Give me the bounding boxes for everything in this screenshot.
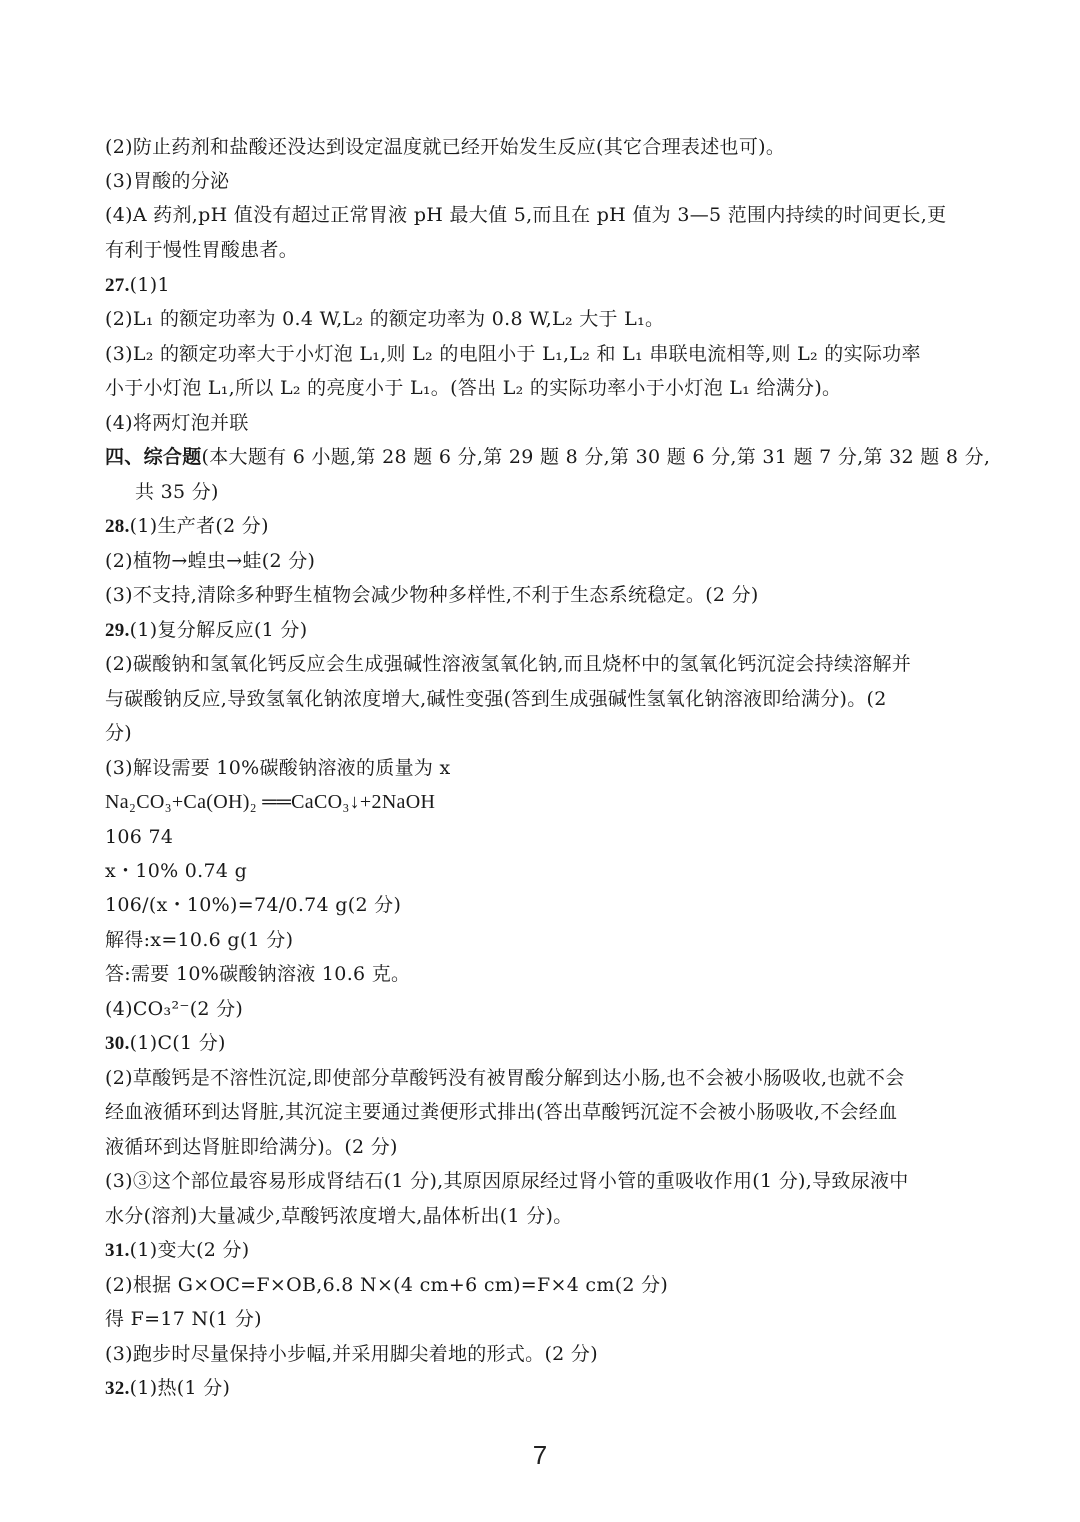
text-line: 小于小灯泡 L₁,所以 L₂ 的亮度小于 L₁。(答出 L₂ 的实际功率小于小灯泡 L₁ 给满分)。 [105,377,842,399]
question-31-line [105,1238,250,1263]
text-line: (4)CO₃²⁻(2 分) [105,998,244,1020]
question-number: 30. [105,1033,130,1054]
text-line: (1)1 [129,274,170,296]
text-line: 106/(x・10%)=74/0.74 g(2 分) [105,894,402,916]
text-line: (3)L₂ 的额定功率大于小灯泡 L₁,则 L₂ 的电阻小于 L₁,L₂ 和 L₁ 串联电流相等,则 L₂ 的实际功率 [105,343,921,365]
text-line: (2)根据 G×OC=F×OB,6.8 N×(4 cm+6 cm)=F×4 cm(2 分) [105,1274,669,1296]
text-line: 分) [105,722,133,744]
text-line: (1)变大(2 分) [129,1239,250,1261]
text-line: x・10% 0.74 g [105,860,248,882]
text-line: (1)热(1 分) [129,1377,231,1399]
text-line: 共 35 分) [135,481,219,503]
section-heading-line [105,445,990,469]
text-line: 答:需要 10%碳酸钠溶液 10.6 克。 [105,963,411,985]
text-line: (2)防止药剂和盐酸还没达到设定温度就已经开始发生反应(其它合理表述也可)。 [105,136,786,158]
text-line: (3)不支持,清除多种野生植物会减少物种多样性,不利于生态系统稳定。(2 分) [105,584,759,606]
text-line: 解得:x=10.6 g(1 分) [105,929,294,951]
text-line: 液循环到达肾脏即给满分)。(2 分) [105,1136,398,1158]
text-line: 与碳酸钠反应,导致氢氧化钠浓度增大,碱性变强(答到生成强碱性氢氧化钠溶液即给满分)。(2 [105,688,887,710]
question-number: 28. [105,516,130,537]
question-29-line [105,618,307,643]
page-number: 7 [532,1440,548,1470]
question-32-line [105,1376,230,1401]
text-line: (3)③这个部位最容易形成肾结石(1 分),其原因原尿经过肾小管的重吸收作用(1 分),导致尿液中 [105,1170,909,1192]
text-line: 经血液循环到达肾脏,其沉淀主要通过粪便形式排出(答出草酸钙沉淀不会被小肠吸收,不会经血 [105,1101,898,1123]
text-line: (3)跑步时尽量保持小步幅,并采用脚尖着地的形式。(2 分) [105,1343,598,1365]
text-line: (4)A 药剂,pH 值没有超过正常胃液 pH 最大值 5,而且在 pH 值为 3—5 范围内持续的时间更长,更 [105,204,947,226]
question-number: 32. [105,1378,130,1399]
text-line: 水分(溶剂)大量减少,草酸钙浓度增大,晶体析出(1 分)。 [105,1205,573,1227]
question-number: 31. [105,1240,130,1261]
text-line: (4)将两灯泡并联 [105,412,249,434]
text-line: (1)生产者(2 分) [129,515,269,537]
section-note: (本大题有 6 小题,第 28 题 6 分,第 29 题 8 分,第 30 题 6 分,第 31 题 7 分,第 32 题 8 分, [201,446,991,468]
question-30-line [105,1031,226,1056]
section-title: 四、综合题 [105,446,202,468]
question-28-line [105,514,269,539]
text-line: (3)解设需要 10%碳酸钠溶液的质量为 x [105,757,451,779]
text-line: 得 F=17 N(1 分) [105,1308,262,1330]
text-line: (1)复分解反应(1 分) [129,619,308,641]
text-line: 有利于慢性胃酸患者。 [105,239,299,261]
text-line: (1)C(1 分) [129,1032,226,1054]
text-line: (2)植物→蝗虫→蛙(2 分) [105,550,316,572]
text-line: (2)碳酸钠和氢氧化钙反应会生成强碱性溶液氢氧化钠,而且烧杯中的氢氧化钙沉淀会持续溶解并 [105,653,912,675]
text-line: (2)草酸钙是不溶性沉淀,即使部分草酸钙没有被胃酸分解到达小肠,也不会被小肠吸收,也就不会 [105,1067,905,1089]
question-27-line [105,273,170,298]
text-line: 106 74 [105,826,174,848]
chemical-equation: Na₂CO₃+Ca(OH)₂ ══CaCO₃↓+2NaOH [105,791,436,813]
text-line: (3)胃酸的分泌 [105,170,230,192]
question-number: 29. [105,620,130,641]
question-number: 27. [105,275,130,296]
text-line: (2)L₁ 的额定功率为 0.4 W,L₂ 的额定功率为 0.8 W,L₂ 大于 L₁。 [105,308,665,330]
